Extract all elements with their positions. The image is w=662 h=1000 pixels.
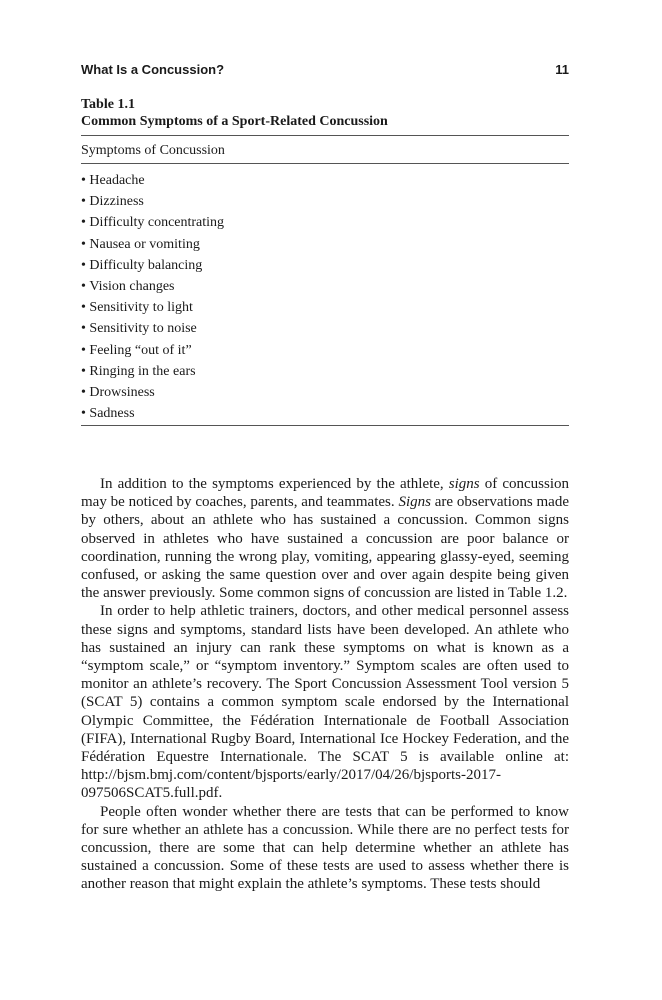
symptom-item: • Difficulty balancing [81,255,224,276]
table-top-rule [81,135,569,136]
symptom-item: • Vision changes [81,276,224,297]
table-header-rule [81,163,569,164]
paragraph: In order to help athletic trainers, doctors, and other medical personnel assess these signs and symptoms, standard lists have been developed. An athlete who has sustained an injury can rank these symptoms on what is known as a “symptom scale,” or “symptom inventory.” Symptom scales are often used to monitor an athlete’s recovery. The Sport Concussion Assessment Tool version 5 (SCAT 5) contains a common symptom scale endorsed by the International Olympic Committee, the Fédération Internationale de Football Association (FIFA), International Rugby Board, International Ice Hockey Federation, and the Fédération Equestre Internationale. The SCAT 5 is available online at: http://bjsm.bmj.com/content/bjsports/early/2017/04/26/bjsports-2017-097506SCAT5.full.pdf. [81,603,569,802]
table-title: Common Symptoms of a Sport-Related Concussion [81,114,388,129]
body-text [81,475,569,894]
symptom-item: • Headache [81,170,224,191]
symptom-item: • Ringing in the ears [81,361,224,382]
symptom-item: • Dizziness [81,191,224,212]
symptom-item: • Sadness [81,403,224,424]
table-bottom-rule [81,425,569,426]
table-caption [81,96,388,130]
paragraph-text: In addition to the symptoms experienced by the athlete, [100,476,449,492]
page-number: 11 [555,62,569,77]
emphasis-signs: Signs [398,494,431,511]
paragraph-text: are observations made by others, about an athlete who has sustained a concussion. Common signs observed in athletes who have sustained a concussion are poor balance or coordination, running the wrong play, vomiting, appearing glassy-eyed, seeming confused, or asking the same question over and over again despite being given the answer previously. Some common signs of concussion are listed in Table 1.2. [81,494,569,602]
paragraph: People often wonder whether there are tests that can be performed to know for sure whether an athlete has a concussion. While there are no perfect tests for concussion, there are some that can help determine whether an athlete has sustained a concussion. Some of these tests are used to assess whether there is another reason that might explain the athlete’s symptoms. These tests should [81,803,569,893]
table-number: Table 1.1 [81,97,135,112]
paragraph [81,475,569,602]
symptom-list [81,170,224,424]
symptom-item: • Drowsiness [81,382,224,403]
chapter-title: What Is a Concussion? [81,62,225,77]
table-column-header: Symptoms of Concussion [81,143,225,158]
emphasis-signs: signs [448,476,480,492]
symptom-item: • Feeling “out of it” [81,340,224,361]
symptom-item: • Difficulty concentrating [81,212,224,233]
symptom-item: • Sensitivity to noise [81,318,224,339]
paragraph-text: of concussion may be noticed by coaches, parents, and teammates. [81,476,570,511]
symptom-item: • Nausea or vomiting [81,234,224,255]
symptom-item: • Sensitivity to light [81,297,224,318]
